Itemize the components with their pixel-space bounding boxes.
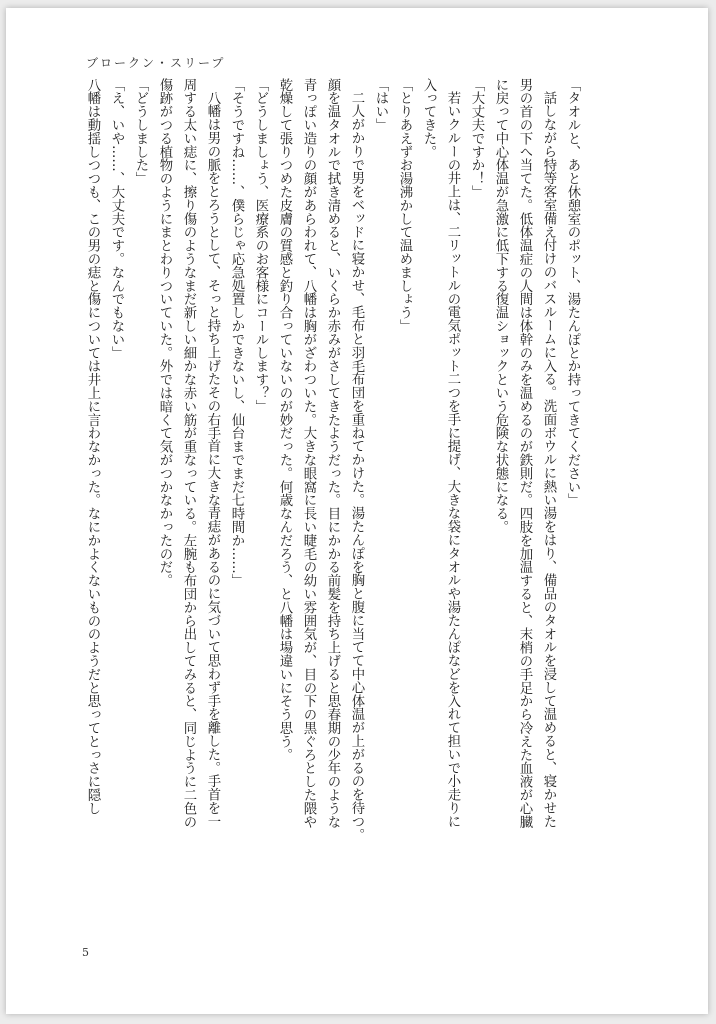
text-line: 乾燥して張りつめた皮膚の質感と釣り合っていないのが妙だった。何歳なんだろう、と八幡は場違いにそう思う。 <box>277 78 292 762</box>
book-page <box>6 8 708 1014</box>
text-line: 入ってきた。 <box>421 78 436 159</box>
text-line: 「はい」 <box>373 78 388 132</box>
text-line: 二人がかりで男をベッドに寝かせ、毛布と羽毛布団を重ねてかけた。湯たんぽを胸と腹に当てて中心体温が上がるのを待つ。 <box>349 91 364 842</box>
text-line: 「え、いや……、大丈夫です。なんでもない」 <box>109 78 124 360</box>
text-line: 周する太い痣に、擦り傷のようなまだ新しい細かな赤い筋が重なっている。左腕も布団から出してみると、同じように二色の <box>181 78 196 829</box>
text-line: 傷跡がつる植物のようにまとわりついていた。外では暗くて気がつかなかったのだ。 <box>157 78 172 588</box>
text-line: 男の首の下へ当てた。低体温症の人間は体幹のみを温めるのが鉄則だ。四肢を加温すると、末梢の手足から冷えた血液が心臓 <box>517 78 532 829</box>
text-line: 「とりあえずお湯沸かして温めましょう」 <box>397 78 412 333</box>
text-line: 「そうですね……、僕らじゃ応急処置しかできないし、仙台までまだ七時間か……」 <box>229 78 244 588</box>
text-line: 顔を温タオルで拭き清めると、いくらか赤みがさしてきたようだった。目にかかる前髪を持ち上げると思春期の少年のような <box>325 78 340 829</box>
text-line: 「どうしました」 <box>133 78 148 186</box>
text-line: 八幡は動揺しつつも、この男の痣と傷については井上に言わなかった。なにかよくないもののようだと思ってとっさに隠し <box>85 78 100 815</box>
body-text <box>84 78 584 938</box>
page-number: 5 <box>82 946 89 959</box>
text-line: 青っぽい造りの顔があらわれて、八幡は胸がざわついた。大きな眼窩に長い睫毛の幼い雰囲気が、目の下の黒ぐろとした隈や <box>301 78 316 829</box>
running-head: ブロークン・スリープ <box>86 56 226 70</box>
text-line: 話しながら特等客室備え付けのバスルームに入る。洗面ボウルに熱い湯をはり、備品のタオルを浸して温めると、寝かせた <box>541 91 556 829</box>
text-line: に戻って中心体温が急激に低下する復温ショックという危険な状態になる。 <box>493 78 508 534</box>
text-line: 八幡は男の脈をとろうとして、そっと持ち上げたその右手首に大きな青痣があるのに気づいて思わず手を離した。手首を一 <box>205 91 220 829</box>
text-line: 「どうしましょう、医療系のお客様にコールします？」 <box>253 78 268 413</box>
text-line: 若いクルーの井上は、二リットルの電気ポット二つを手に提げ、大きな袋にタオルや湯たんぽなどを入れて担いで小走りに <box>445 91 460 829</box>
text-line: 「大丈夫ですか！」 <box>469 78 484 199</box>
text-line: 「タオルと、あと休憩室のポット、湯たんぽとか持ってきてください」 <box>565 78 580 507</box>
